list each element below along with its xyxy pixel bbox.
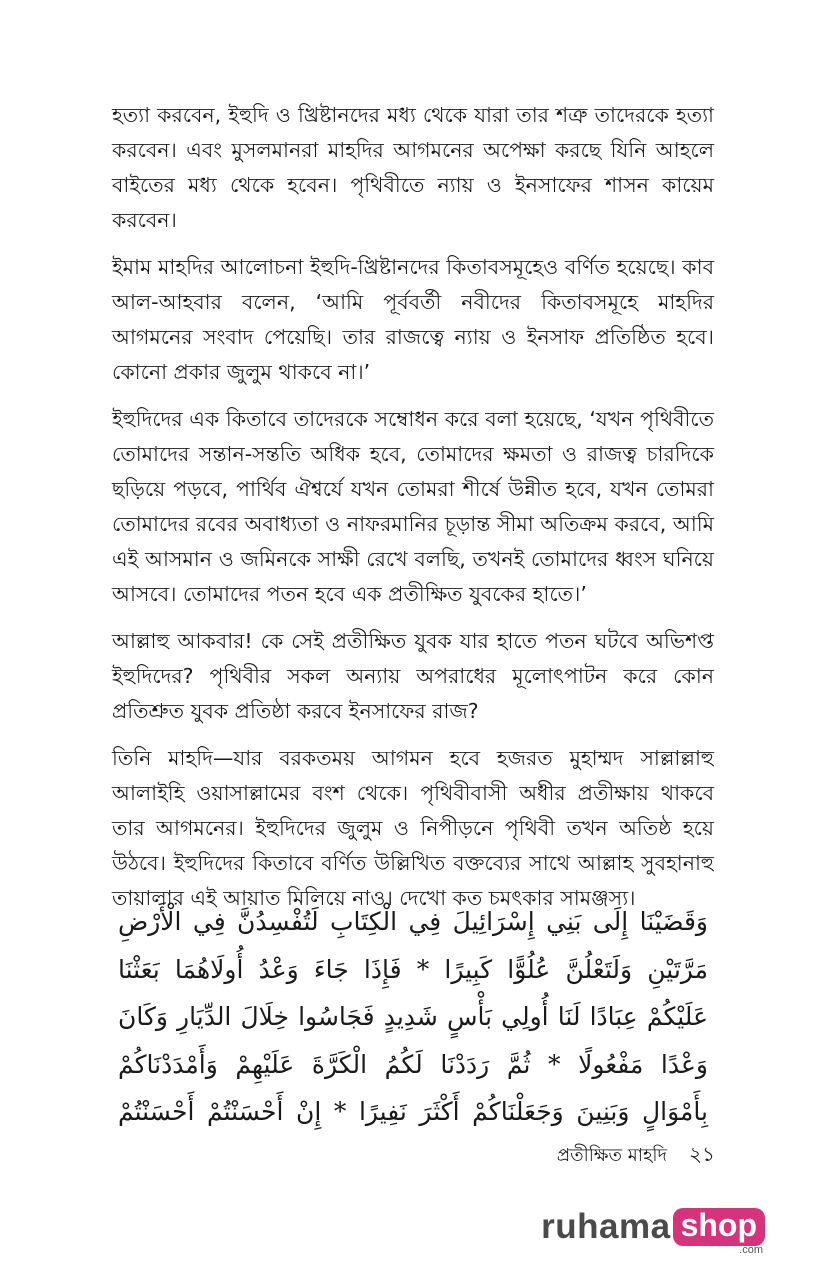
logo-tld-text: .com bbox=[739, 1244, 763, 1256]
paragraph-1: হত্যা করবেন, ইহুদি ও খ্রিষ্টানদের মধ্য থেকে যারা তার শত্রু তাদেরকে হত্যা করবেন। এবং মুসলমানরা মাহদির আগমনের অপেক্ষা করছে যিনি আহলে বাইতের মধ্য থেকে হবেন। পৃথিবীতে ন্যায় ও ইনসাফের শাসন কায়েম করবেন। bbox=[112, 103, 714, 232]
paragraph-3: ইহুদিদের এক কিতাবে তাদেরকে সম্বোধন করে বলা হয়েছে, ‘যখন পৃথিবীতে তোমাদের সন্তান-সন্ততি অধিক হবে, তোমাদের ক্ষমতা ও রাজত্ব চারদিকে ছড়িয়ে পড়বে, পার্থিব ঐশ্বর্যে যখন তোমরা শীর্ষে উন্নীত হবে, যখন তোমরা তোমাদের রবের অবাধ্যতা ও নাফরমানির চূড়ান্ত সীমা অতিক্রম করবে, আমি এই আসমান ও জমিনকে সাক্ষী রেখে বলছি, তখনই তোমাদের ধ্বংস ঘনিয়ে আসবে। তোমাদের পতন হবে এক প্রতীক্ষিত যুবকের হাতে।’ bbox=[112, 407, 714, 606]
quran-verse bbox=[118, 898, 708, 1136]
verse-line: وَقَضَيْنَا إِلَى بَنِي إِسْرَائِيلَ فِي الْكِتَابِ لَتُفْسِدُنَّ فِي الْأَرْضِ bbox=[118, 907, 708, 936]
verse-line: بِأَمْوَالٍ وَبَنِينَ وَجَعَلْنَاكُمْ أَكْثَرَ نَفِيرًا * إِنْ أَحْسَنْتُمْ أَحْسَنْتُمْ bbox=[118, 1097, 708, 1126]
body-text bbox=[112, 98, 714, 928]
running-title: প্রতীক্ষিত মাহদি bbox=[556, 1145, 668, 1166]
paragraph-4: আল্লাহু আকবার! কে সেই প্রতীক্ষিত যুবক যার হাতে পতন ঘটবে অভিশপ্ত ইহুদিদের? পৃথিবীর সকল অন্যায় অপরাধের মূলোৎপাটন করে কোন প্রতিশ্রুত যুবক প্রতিষ্ঠা করবে ইনসাফের রাজ? bbox=[112, 629, 714, 723]
watermark-logo bbox=[541, 1207, 765, 1256]
paragraph-2: ইমাম মাহদির আলোচনা ইহুদি-খ্রিষ্টানদের কিতাবসমূহেও বর্ণিত হয়েছে। কাব আল-আহবার বলেন, ‘আমি পূর্ববর্তী নবীদের কিতাবসমূহে মাহদির আগমনের সংবাদ পেয়েছি। তার রাজত্বে ন্যায় ও ইনসাফ প্রতিষ্ঠিত হবে। কোনো প্রকার জুলুম থাকবে না।’ bbox=[112, 255, 714, 384]
verse-line: عَلَيْكُمْ عِبَادًا لَنَا أُولِي بَأْسٍ شَدِيدٍ فَجَاسُوا خِلَالَ الدِّيَارِ وَكَانَ bbox=[118, 1002, 708, 1031]
logo-brand-text: ruhama bbox=[541, 1207, 671, 1246]
logo-shop-text: shop bbox=[673, 1208, 765, 1246]
verse-line: مَرَّتَيْنِ وَلَتَعْلُنَّ عُلُوًّا كَبِيرًا * فَإِذَا جَاءَ وَعْدُ أُولَاهُمَا بَعَثْنَا bbox=[118, 954, 708, 984]
paragraph-5: তিনি মাহদি—যার বরকতময় আগমন হবে হজরত মুহাম্মদ সাল্লাল্লাহু আলাইহি ওয়াসাল্লামের বংশ থেকে। পৃথিবীবাসী অধীর প্রতীক্ষায় থাকবে তার আগমনের। ইহুদিদের জুলুম ও নিপীড়নে পৃথিবী তখন অতিষ্ঠ হয়ে উঠবে। ইহুদিদের কিতাবে বর্ণিত উল্লিখিত বক্তব্যের সাথে আল্লাহ সুবহানাহু তায়ালার এই আয়াত মিলিয়ে নাও। দেখো কত চমৎকার সামঞ্জস্য। bbox=[112, 746, 714, 910]
logo-shop-badge bbox=[673, 1207, 765, 1256]
page-footer bbox=[557, 1140, 715, 1173]
verse-line: وَعْدًا مَفْعُولًا * ثُمَّ رَدَدْنَا لَكُمُ الْكَرَّةَ عَلَيْهِمْ وَأَمْدَدْنَاكُمْ bbox=[118, 1049, 708, 1079]
page-number: ২১ bbox=[689, 1142, 715, 1166]
